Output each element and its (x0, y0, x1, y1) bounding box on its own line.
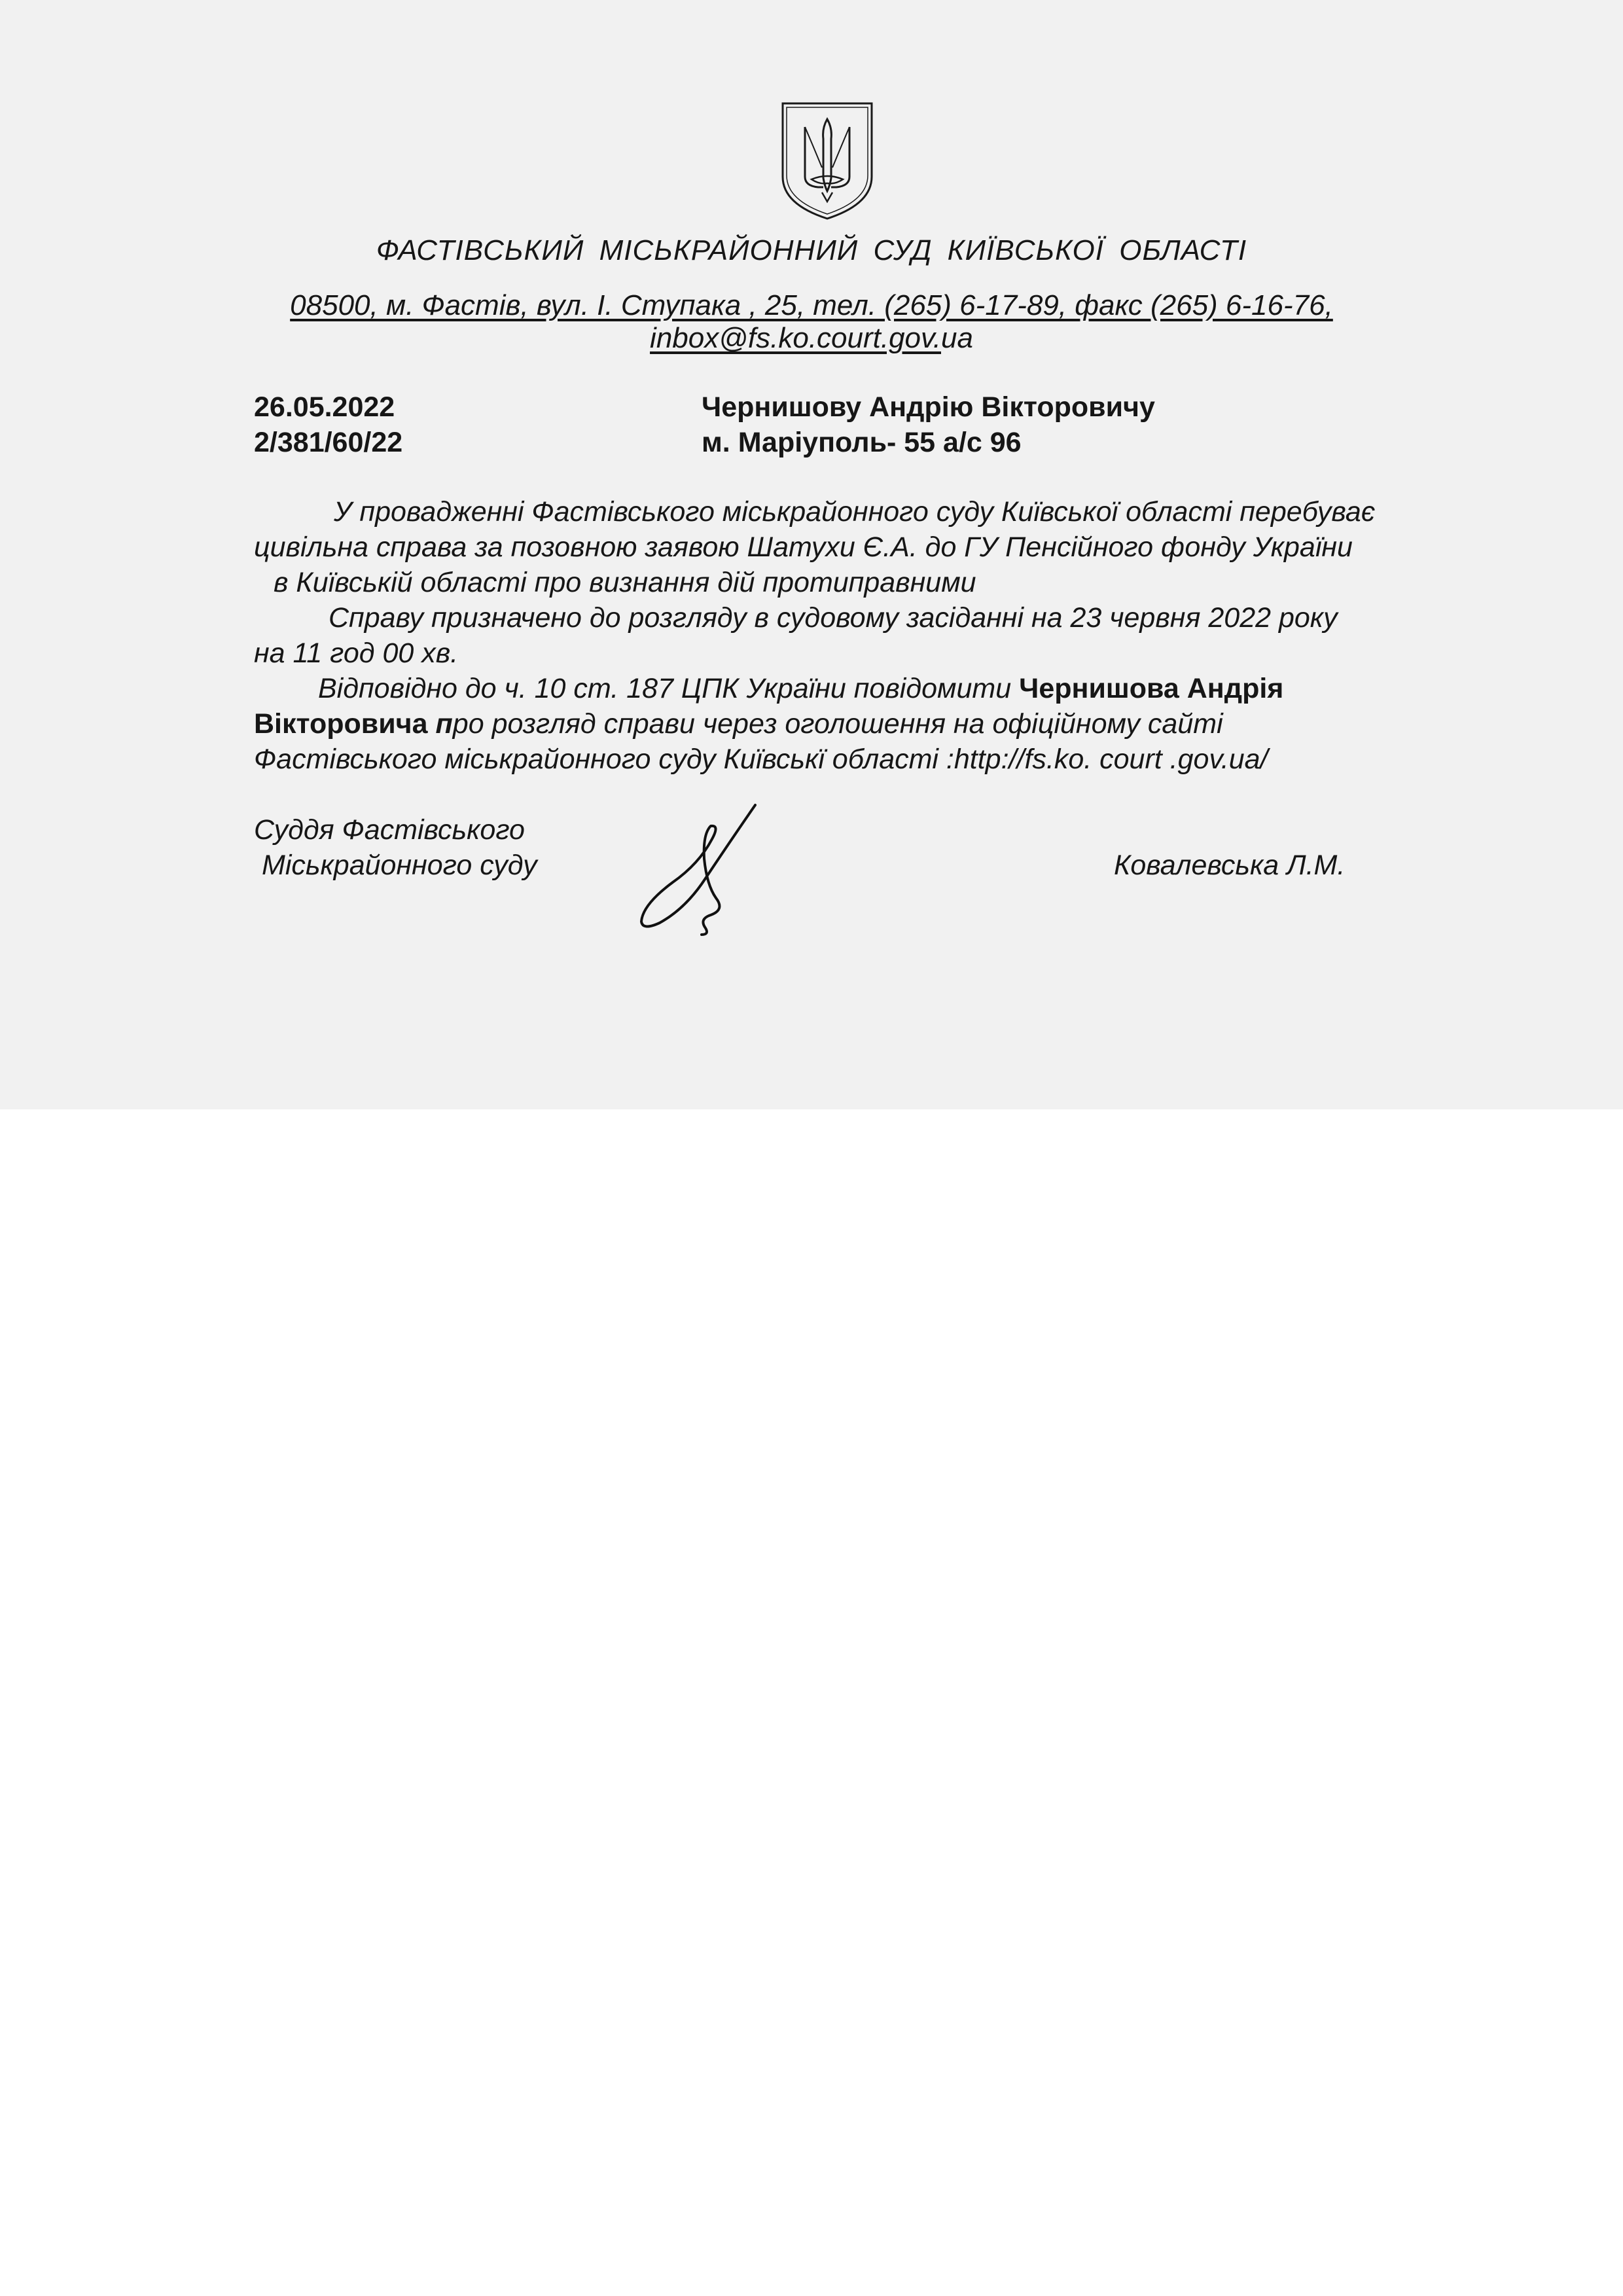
court-email (0, 322, 1623, 355)
body-p3-respondent-patronymic: Вікторовича (254, 708, 428, 740)
body-p3-bold-letter: п (435, 708, 453, 740)
body-paragraph-1-line-2: цивільна справа за позовною заявою Шатухи Є.А. до ГУ Пенсійного фонду України (254, 531, 1353, 563)
body-paragraph-3-line-3: Фастівського міськрайонного суду Київськї області :http://fs.ko. court .gov.ua/ (254, 744, 1268, 775)
court-email-underlined: inbox@fs.ko.court.gov. (650, 322, 941, 354)
body-paragraph-3-line-1 (318, 673, 1283, 705)
court-name: ФАСТІВСЬКИЙ МІСЬКРАЙОННИЙ СУД КИЇВСЬКОЇ ОБЛАСТІ (376, 234, 1247, 266)
body-paragraph-3-line-2 (254, 708, 1223, 740)
tryzub-coat-of-arms-icon (779, 99, 876, 221)
body-p3-respondent-surname: Чернишова Андрія (1019, 673, 1284, 704)
court-email-suffix: ua (941, 322, 973, 354)
judge-name: Ковалевська Л.М. (1114, 850, 1346, 881)
body-paragraph-1-line-3: в Київській області про визнання дій протиправними (274, 567, 976, 598)
recipient-name: Чернишову Андрію Вікторовичу (702, 391, 1155, 423)
body-p3-text-a: Відповідно до ч. 10 ст. 187 ЦПК України повідомити (318, 673, 1012, 704)
signature-label-line-1: Суддя Фастівського (254, 814, 525, 846)
document-date: 26.05.2022 (254, 391, 395, 423)
body-paragraph-1-line-1: У провадженні Фастівського міськрайонного суду Київської області перебуває (334, 496, 1376, 528)
signature-label-line-2: Міськрайонного суду (262, 850, 537, 881)
body-paragraph-2-line-2: на 11 год 00 хв. (254, 637, 459, 669)
case-number: 2/381/60/22 (254, 427, 403, 458)
court-address: 08500, м. Фастів, вул. І. Ступака , 25, тел. (265) 6-17-89, факс (265) 6-16-76, (290, 289, 1333, 321)
blank-page-area (0, 1109, 1623, 2296)
handwritten-signature (633, 800, 764, 937)
recipient-address: м. Маріуполь- 55 а/с 96 (702, 427, 1022, 458)
body-paragraph-2-line-1: Справу призначено до розгляду в судовому засіданні на 23 червня 2022 року (329, 602, 1338, 634)
body-p3-text-c: ро розгляд справи через оголошення на офіційному сайті (452, 708, 1223, 740)
